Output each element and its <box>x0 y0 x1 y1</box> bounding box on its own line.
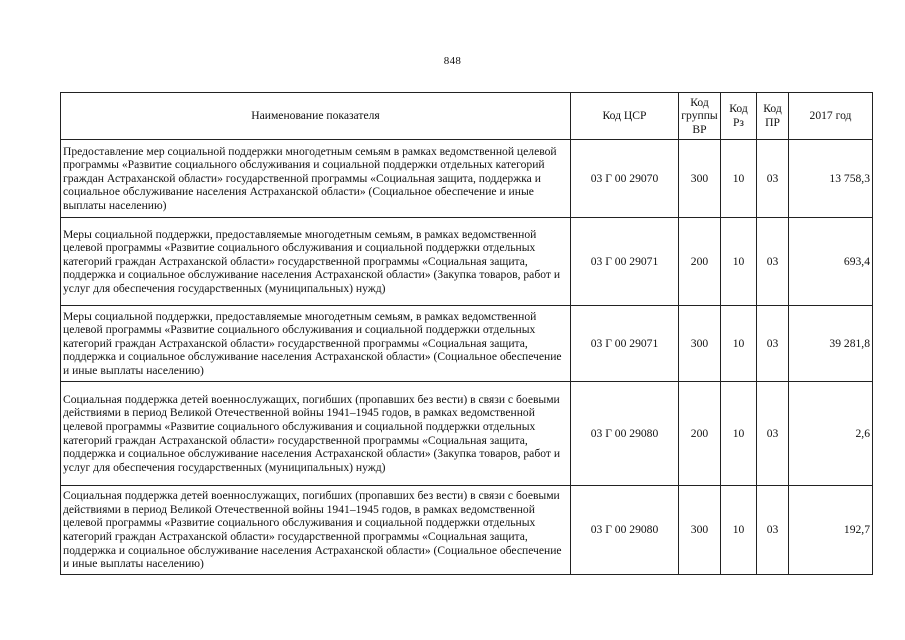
row-pr-code: 03 <box>757 306 789 382</box>
header-year-2017: 2017 год <box>789 93 873 140</box>
budget-table <box>60 92 873 575</box>
row-pr-code: 03 <box>757 140 789 218</box>
row-amount-2017: 2,6 <box>789 382 873 486</box>
table-row <box>61 382 873 486</box>
row-pr-code: 03 <box>757 486 789 575</box>
header-rz-code: Код Рз <box>721 93 757 140</box>
row-pr-code: 03 <box>757 382 789 486</box>
row-indicator-name: Меры социальной поддержки, предоставляемые многодетным семьям, в рамках ведомственной целевой программы «Развитие социального обслуживания и социальной поддержки отдельных категорий граждан Астраханской области» государственной программы «Социальная защита, поддержка и социальное обслуживание населения Астраханской области» (Социальное обеспечение и иные выплаты населению) <box>61 306 571 382</box>
row-amount-2017: 192,7 <box>789 486 873 575</box>
table-header-row <box>61 93 873 140</box>
header-indicator-name: Наименование показателя <box>61 93 571 140</box>
row-rz-code: 10 <box>721 140 757 218</box>
header-vr-group-code: Код группы ВР <box>679 93 721 140</box>
row-indicator-name: Меры социальной поддержки, предоставляемые многодетным семьям, в рамках ведомственной целевой программы «Развитие социального обслуживания и социальной поддержки отдельных категорий граждан Астраханской области» государственной программы «Социальная защита, поддержка и социальное обслуживание населения Астраханской области» (Закупка товаров, работ и услуг для обеспечения государственных (муниципальных) нужд) <box>61 218 571 306</box>
row-vr-code: 200 <box>679 218 721 306</box>
row-csr-code: 03 Г 00 29070 <box>571 140 679 218</box>
row-indicator-name: Социальная поддержка детей военнослужащих, погибших (пропавших без вести) в связи с боевыми действиями в период Великой Отечественной войны 1941–1945 годов, в рамках ведомственной целевой программы «Развитие социального обслуживания и социальной поддержки отдельных категорий граждан Астраханской области» государственной программы «Социальная защита, поддержка и социальное обслуживание населения Астраханской области» (Закупка товаров, работ и услуг для обеспечения государственных (муниципальных) нужд) <box>61 382 571 486</box>
table-row <box>61 140 873 218</box>
table-row <box>61 218 873 306</box>
row-csr-code: 03 Г 00 29071 <box>571 218 679 306</box>
page-number: 848 <box>443 55 462 67</box>
table-row <box>61 486 873 575</box>
row-vr-code: 300 <box>679 306 721 382</box>
row-csr-code: 03 Г 00 29080 <box>571 382 679 486</box>
header-pr-code: Код ПР <box>757 93 789 140</box>
row-rz-code: 10 <box>721 382 757 486</box>
row-csr-code: 03 Г 00 29071 <box>571 306 679 382</box>
header-csr-code: Код ЦСР <box>571 93 679 140</box>
row-amount-2017: 39 281,8 <box>789 306 873 382</box>
row-rz-code: 10 <box>721 486 757 575</box>
row-indicator-name: Предоставление мер социальной поддержки многодетным семьям в рамках ведомственной целевой программы «Развитие социального обслуживания и социальной поддержки отдельных категорий граждан Астраханской области» государственной программы «Социальная защита, поддержка и социальное обслуживание населения Астраханской области» (Социальное обеспечение и иные выплаты населению) <box>61 140 571 218</box>
row-amount-2017: 13 758,3 <box>789 140 873 218</box>
row-rz-code: 10 <box>721 306 757 382</box>
row-csr-code: 03 Г 00 29080 <box>571 486 679 575</box>
row-vr-code: 200 <box>679 382 721 486</box>
row-vr-code: 300 <box>679 140 721 218</box>
table-row <box>61 306 873 382</box>
row-pr-code: 03 <box>757 218 789 306</box>
row-rz-code: 10 <box>721 218 757 306</box>
row-indicator-name: Социальная поддержка детей военнослужащих, погибших (пропавших без вести) в связи с боевыми действиями в период Великой Отечественной войны 1941–1945 годов, в рамках ведомственной целевой программы «Развитие социального обслуживания и социальной поддержки отдельных категорий граждан Астраханской области» государственной программы «Социальная защита, поддержка и социальное обслуживание населения Астраханской области» (Социальное обеспечение и иные выплаты населению) <box>61 486 571 575</box>
row-vr-code: 300 <box>679 486 721 575</box>
row-amount-2017: 693,4 <box>789 218 873 306</box>
